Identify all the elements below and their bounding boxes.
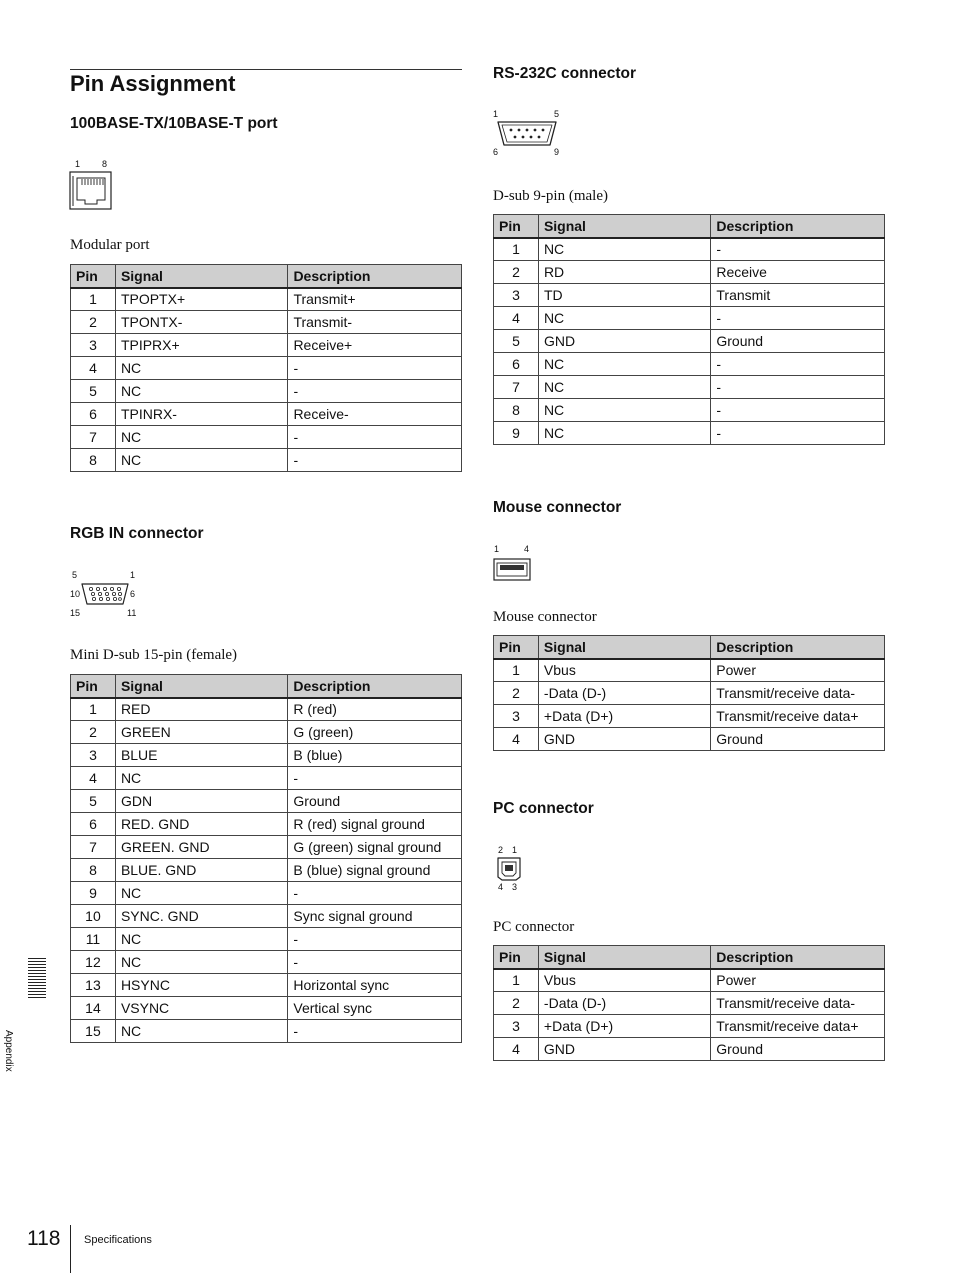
description-cell: - — [711, 422, 885, 445]
pin-cell: 7 — [71, 426, 116, 449]
description-cell: - — [288, 426, 462, 449]
signal-cell: GREEN. GND — [115, 836, 287, 859]
rgb-pin-label: 15 — [70, 608, 81, 618]
pin-cell: 6 — [71, 403, 116, 426]
table-row — [494, 1038, 885, 1061]
table-header-row — [71, 265, 462, 288]
table-row — [71, 357, 462, 380]
description-cell: - — [711, 376, 885, 399]
table-row — [494, 261, 885, 284]
table-row — [71, 311, 462, 334]
table-row — [71, 905, 462, 928]
pin-cell: 10 — [71, 905, 116, 928]
pc-pin-label: 4 — [498, 882, 504, 892]
table-row — [71, 334, 462, 357]
description-cell: Power — [711, 659, 885, 682]
header-signal: Signal — [538, 946, 710, 969]
description-cell: Ground — [711, 330, 885, 353]
signal-cell: GND — [538, 728, 710, 751]
signal-cell: NC — [115, 882, 287, 905]
lan-pin-table — [70, 264, 462, 472]
rgb-caption: Mini D-sub 15-pin (female) — [70, 647, 238, 663]
pin-cell: 15 — [71, 1020, 116, 1043]
pin-cell: 13 — [71, 974, 116, 997]
header-signal: Signal — [538, 215, 710, 238]
lan-pin-label: 8 — [102, 159, 108, 169]
pin-cell: 8 — [71, 449, 116, 472]
signal-cell: VSYNC — [115, 997, 287, 1020]
pin-cell: 9 — [494, 422, 539, 445]
table-header-row — [494, 636, 885, 659]
table-row — [71, 721, 462, 744]
table-row — [71, 882, 462, 905]
signal-cell: SYNC. GND — [115, 905, 287, 928]
pin-cell: 7 — [494, 376, 539, 399]
table-row — [71, 288, 462, 311]
description-cell: - — [288, 951, 462, 974]
table-row — [71, 928, 462, 951]
description-cell: R (red) — [288, 698, 462, 721]
side-tab-marker — [28, 958, 46, 998]
table-row — [71, 997, 462, 1020]
lan-heading: 100BASE-TX/10BASE-T port — [70, 115, 278, 132]
pin-cell: 3 — [494, 705, 539, 728]
mouse-caption: Mouse connector — [493, 609, 597, 625]
table-row — [494, 682, 885, 705]
lan-caption: Modular port — [70, 237, 150, 253]
table-row — [71, 1020, 462, 1043]
signal-cell: NC — [115, 928, 287, 951]
description-cell: Receive — [711, 261, 885, 284]
mouse-heading: Mouse connector — [493, 499, 622, 516]
pc-pin-table — [493, 945, 885, 1061]
signal-cell: NC — [115, 426, 288, 449]
table-row — [494, 330, 885, 353]
description-cell: B (blue) signal ground — [288, 859, 462, 882]
rgb-pin-label: 6 — [130, 589, 136, 599]
footer-divider — [70, 1225, 71, 1273]
header-description: Description — [711, 946, 885, 969]
description-cell: - — [711, 353, 885, 376]
table-row — [494, 238, 885, 261]
signal-cell: NC — [115, 767, 287, 790]
rs232-pin-table — [493, 214, 885, 445]
signal-cell: TD — [538, 284, 710, 307]
signal-cell: NC — [538, 353, 710, 376]
description-cell: - — [288, 767, 462, 790]
table-row — [71, 790, 462, 813]
side-tab-label: Appendix — [3, 1030, 14, 1072]
lan-pin-label: 1 — [75, 159, 81, 169]
rs232-caption: D-sub 9-pin (male) — [493, 188, 608, 204]
rs232-pin-label: 1 — [493, 109, 499, 119]
description-cell: Ground — [711, 1038, 885, 1061]
table-row — [494, 399, 885, 422]
rgb-pin-label: 11 — [127, 608, 137, 618]
table-row — [71, 698, 462, 721]
signal-cell: TPIPRX+ — [115, 334, 288, 357]
pin-cell: 11 — [71, 928, 116, 951]
table-row — [494, 307, 885, 330]
header-pin: Pin — [71, 675, 116, 698]
signal-cell: RED. GND — [115, 813, 287, 836]
description-cell: Ground — [711, 728, 885, 751]
table-row — [494, 284, 885, 307]
pin-cell: 5 — [494, 330, 539, 353]
table-row — [494, 659, 885, 682]
rgb-pin-label: 5 — [72, 570, 78, 580]
header-pin: Pin — [71, 265, 116, 288]
signal-cell: NC — [115, 380, 288, 403]
table-row — [71, 836, 462, 859]
pin-cell: 3 — [494, 1015, 539, 1038]
description-cell: - — [711, 399, 885, 422]
pin-cell: 6 — [71, 813, 116, 836]
dsub15-connector-icon — [80, 581, 130, 607]
pin-cell: 12 — [71, 951, 116, 974]
pin-cell: 2 — [494, 992, 539, 1015]
pc-pin-label: 1 — [512, 845, 518, 855]
description-cell: G (green) signal ground — [288, 836, 462, 859]
description-cell: Transmit/receive data+ — [711, 1015, 885, 1038]
dsub9-connector-icon — [495, 119, 559, 149]
description-cell: R (red) signal ground — [288, 813, 462, 836]
table-row — [71, 380, 462, 403]
description-cell: Power — [711, 969, 885, 992]
pin-cell: 1 — [71, 698, 116, 721]
description-cell: - — [288, 1020, 462, 1043]
table-row — [494, 376, 885, 399]
signal-cell: RD — [538, 261, 710, 284]
description-cell: - — [288, 380, 462, 403]
pc-pin-label: 3 — [512, 882, 518, 892]
pin-cell: 3 — [494, 284, 539, 307]
rs232-pin-label: 6 — [493, 147, 499, 157]
footer-section-label: Specifications — [84, 1234, 152, 1246]
table-row — [494, 992, 885, 1015]
signal-cell: TPOPTX+ — [115, 288, 288, 311]
signal-cell: -Data (D-) — [538, 992, 710, 1015]
pin-cell: 5 — [71, 790, 116, 813]
table-row — [71, 744, 462, 767]
table-header-row — [494, 215, 885, 238]
pin-cell: 4 — [71, 767, 116, 790]
signal-cell: BLUE. GND — [115, 859, 287, 882]
signal-cell: NC — [538, 399, 710, 422]
signal-cell: NC — [115, 357, 288, 380]
rgb-pin-label: 1 — [130, 570, 136, 580]
pin-cell: 9 — [71, 882, 116, 905]
signal-cell: Vbus — [538, 969, 710, 992]
usb-a-connector-icon — [493, 558, 531, 582]
pc-pin-label: 2 — [498, 845, 504, 855]
page-title: Pin Assignment — [70, 71, 236, 96]
table-row — [71, 813, 462, 836]
description-cell: Ground — [288, 790, 462, 813]
mouse-pin-label: 4 — [524, 544, 530, 554]
pin-cell: 2 — [71, 311, 116, 334]
table-row — [494, 353, 885, 376]
rs232-heading: RS-232C connector — [493, 65, 636, 82]
description-cell: Sync signal ground — [288, 905, 462, 928]
description-cell: G (green) — [288, 721, 462, 744]
table-header-row — [494, 946, 885, 969]
description-cell: - — [711, 307, 885, 330]
pin-cell: 14 — [71, 997, 116, 1020]
pin-cell: 3 — [71, 744, 116, 767]
signal-cell: GND — [538, 1038, 710, 1061]
pin-cell: 2 — [494, 261, 539, 284]
signal-cell: NC — [115, 1020, 287, 1043]
signal-cell: GND — [538, 330, 710, 353]
signal-cell: NC — [115, 951, 287, 974]
table-row — [494, 422, 885, 445]
description-cell: - — [711, 238, 885, 261]
pin-cell: 6 — [494, 353, 539, 376]
description-cell: - — [288, 449, 462, 472]
signal-cell: TPONTX- — [115, 311, 288, 334]
description-cell: Transmit/receive data- — [711, 682, 885, 705]
pin-cell: 4 — [494, 1038, 539, 1061]
signal-cell: RED — [115, 698, 287, 721]
pin-cell: 5 — [71, 380, 116, 403]
description-cell: Transmit+ — [288, 288, 462, 311]
rgb-heading: RGB IN connector — [70, 525, 204, 542]
pin-cell: 2 — [494, 682, 539, 705]
table-header-row — [71, 675, 462, 698]
pin-cell: 1 — [494, 659, 539, 682]
description-cell: Receive- — [288, 403, 462, 426]
header-pin: Pin — [494, 946, 539, 969]
table-row — [71, 974, 462, 997]
table-row — [71, 951, 462, 974]
title-rule — [70, 69, 462, 70]
pin-cell: 1 — [494, 969, 539, 992]
header-description: Description — [711, 215, 885, 238]
pin-cell: 1 — [71, 288, 116, 311]
pin-cell: 8 — [71, 859, 116, 882]
table-row — [71, 449, 462, 472]
usb-b-connector-icon — [496, 856, 522, 882]
signal-cell: NC — [538, 376, 710, 399]
rgb-pin-table — [70, 674, 462, 1043]
table-row — [71, 403, 462, 426]
header-pin: Pin — [494, 215, 539, 238]
description-cell: Vertical sync — [288, 997, 462, 1020]
table-row — [494, 969, 885, 992]
rs232-pin-label: 5 — [554, 109, 560, 119]
signal-cell: HSYNC — [115, 974, 287, 997]
header-pin: Pin — [494, 636, 539, 659]
header-description: Description — [288, 675, 462, 698]
rs232-pin-label: 9 — [554, 147, 560, 157]
signal-cell: NC — [538, 238, 710, 261]
pin-cell: 4 — [71, 357, 116, 380]
pin-cell: 3 — [71, 334, 116, 357]
description-cell: Transmit — [711, 284, 885, 307]
table-row — [71, 767, 462, 790]
header-description: Description — [711, 636, 885, 659]
description-cell: - — [288, 882, 462, 905]
modular-port-icon — [69, 170, 113, 212]
pin-cell: 4 — [494, 307, 539, 330]
page-number: 118 — [27, 1227, 61, 1250]
signal-cell: -Data (D-) — [538, 682, 710, 705]
signal-cell: TPINRX- — [115, 403, 288, 426]
mouse-pin-table — [493, 635, 885, 751]
header-signal: Signal — [115, 675, 287, 698]
table-row — [71, 859, 462, 882]
pin-cell: 7 — [71, 836, 116, 859]
pin-cell: 2 — [71, 721, 116, 744]
description-cell: B (blue) — [288, 744, 462, 767]
signal-cell: NC — [115, 449, 288, 472]
signal-cell: GDN — [115, 790, 287, 813]
signal-cell: Vbus — [538, 659, 710, 682]
header-description: Description — [288, 265, 462, 288]
header-signal: Signal — [538, 636, 710, 659]
header-signal: Signal — [115, 265, 288, 288]
table-row — [494, 728, 885, 751]
description-cell: Transmit- — [288, 311, 462, 334]
description-cell: Receive+ — [288, 334, 462, 357]
description-cell: Horizontal sync — [288, 974, 462, 997]
description-cell: Transmit/receive data- — [711, 992, 885, 1015]
table-row — [494, 705, 885, 728]
pin-cell: 4 — [494, 728, 539, 751]
pin-cell: 1 — [494, 238, 539, 261]
description-cell: - — [288, 357, 462, 380]
signal-cell: +Data (D+) — [538, 705, 710, 728]
pc-caption: PC connector — [493, 919, 575, 935]
description-cell: - — [288, 928, 462, 951]
mouse-pin-label: 1 — [494, 544, 500, 554]
pc-heading: PC connector — [493, 800, 594, 817]
table-row — [494, 1015, 885, 1038]
signal-cell: NC — [538, 422, 710, 445]
rgb-pin-label: 10 — [70, 589, 81, 599]
signal-cell: GREEN — [115, 721, 287, 744]
signal-cell: +Data (D+) — [538, 1015, 710, 1038]
signal-cell: BLUE — [115, 744, 287, 767]
description-cell: Transmit/receive data+ — [711, 705, 885, 728]
signal-cell: NC — [538, 307, 710, 330]
pin-cell: 8 — [494, 399, 539, 422]
table-row — [71, 426, 462, 449]
